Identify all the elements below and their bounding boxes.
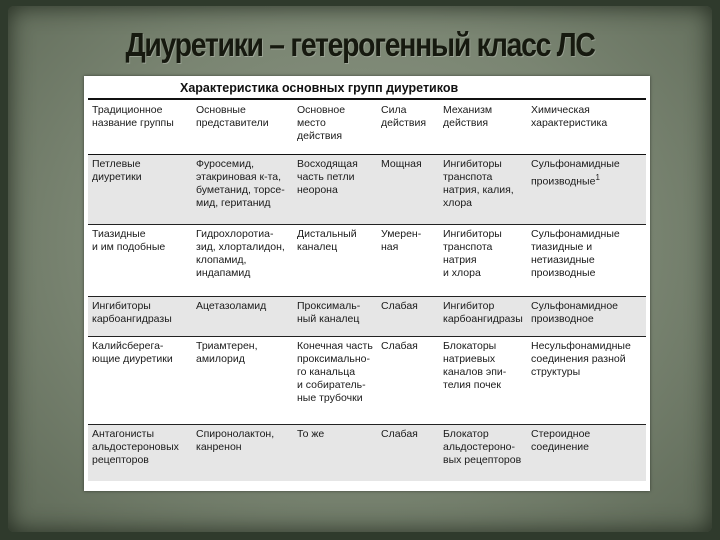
table-cell: Ингибиторы карбоангидразы [88, 297, 192, 337]
table-cell: Триамтерен, амилорид [196, 340, 258, 365]
table-row [88, 297, 646, 337]
table-row [88, 337, 646, 425]
table-cell: Мощная [377, 155, 439, 225]
diuretics-table [88, 100, 646, 481]
table-cell: Слабая [381, 340, 418, 352]
table-cell: Дистальный каналец [297, 228, 357, 253]
table-cell: Восходящая часть петли неорона [293, 155, 377, 225]
table-cell: Слабая [377, 297, 439, 337]
table-cell: Фуросемид, этакриновая к-та, буметанид, торсе- мид, геританид [192, 155, 293, 225]
footnote-marker: 1 [595, 173, 600, 182]
chem-text: Сульфонамидные производные [531, 158, 620, 188]
table-cell [527, 155, 646, 225]
table-cell: Сульфонамидное производное [527, 297, 646, 337]
table-cell: Слабая [377, 425, 439, 481]
table-cell: Ингибиторы транспота натрия, калия, хлора [439, 155, 527, 225]
table-row [88, 155, 646, 225]
header-cell: Основное место действия [297, 104, 346, 142]
table-header-row [88, 100, 646, 155]
table-cell: Ингибиторы транспота натрия и хлора [443, 228, 502, 279]
table-cell: Ацетазоламид [192, 297, 293, 337]
table-cell: Антагонисты альдостероновых рецепторов [88, 425, 192, 481]
table-cell: Проксималь- ный каналец [293, 297, 377, 337]
table-row [88, 225, 646, 297]
header-cell: Традиционное название группы [92, 104, 174, 129]
table-caption: Характеристика основных групп диуретиков [180, 81, 459, 95]
slide-title: Диуретики – гетерогенный класс ЛС [125, 26, 595, 63]
table-cell: Несульфонамидные соединения разной структуры [531, 340, 631, 378]
table-image [84, 76, 650, 491]
header-cell: Основные представители [196, 104, 269, 129]
table-cell: Гидрохлоротиа- зид, хлорталидон, клопамид, индапамид [196, 228, 285, 279]
table-cell: Блокаторы натриевых каналов эпи- телия почек [443, 340, 507, 391]
table-cell: Ингибитор карбоангидразы [439, 297, 527, 337]
table-cell: Умерен- ная [381, 228, 422, 253]
table-cell: Конечная часть проксимально- го канальца и собиратель- ные трубочки [297, 340, 373, 404]
table-cell: Сульфонамидные тиазидные и нетиазидные производные [531, 228, 620, 279]
header-cell: Сила действия [381, 104, 427, 129]
table-cell: Калийсберега- ющие диуретики [92, 340, 173, 365]
header-cell: Химическая характеристика [531, 104, 608, 129]
header-cell: Механизм действия [443, 104, 493, 129]
table-cell: Стероидное соединение [527, 425, 646, 481]
table-cell: Тиазидные и им подобные [92, 228, 166, 253]
table-cell: То же [293, 425, 377, 481]
table-cell: Петлевые диуретики [88, 155, 192, 225]
table-cell: Блокатор альдостероно- вых рецепторов [439, 425, 527, 481]
table-cell: Спиронолактон, канренон [192, 425, 293, 481]
table-row [88, 425, 646, 481]
